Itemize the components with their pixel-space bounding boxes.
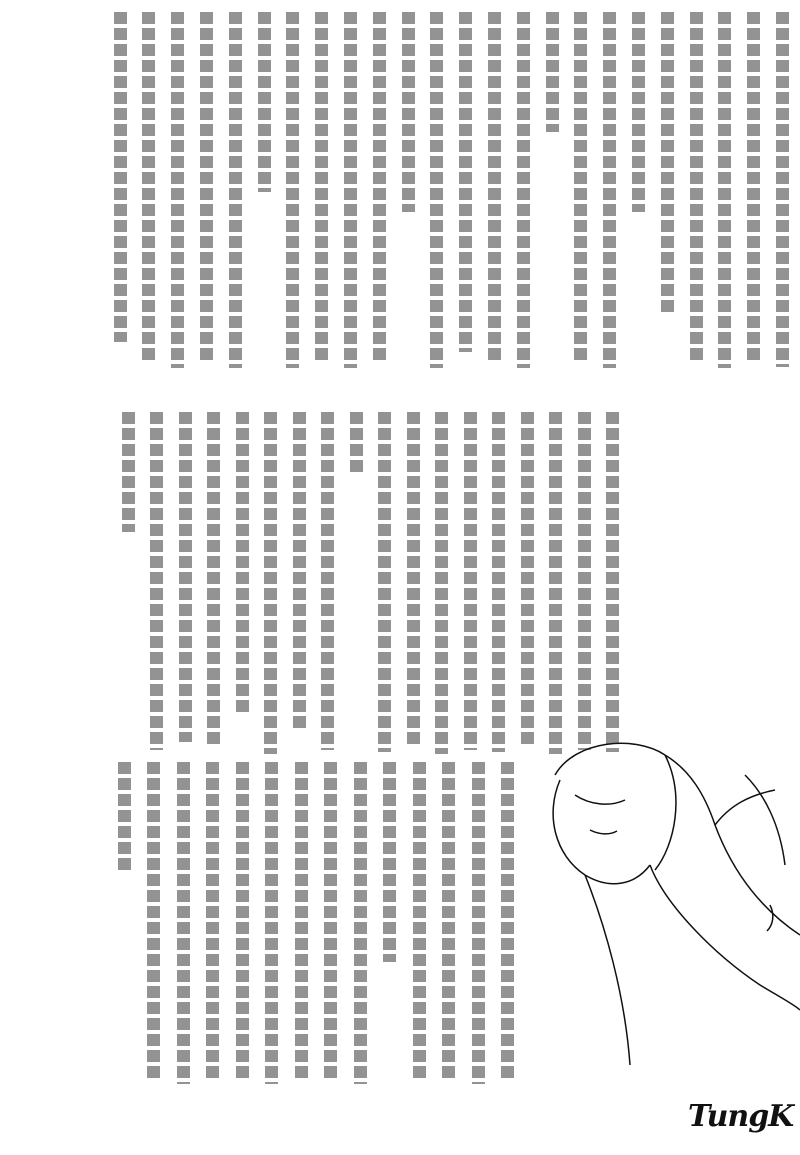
text-column bbox=[118, 762, 131, 872]
text-column bbox=[324, 762, 337, 1080]
text-column bbox=[442, 762, 455, 1080]
text-column bbox=[546, 12, 559, 132]
text-column bbox=[264, 412, 277, 754]
text-column bbox=[435, 412, 448, 754]
text-column bbox=[236, 412, 249, 712]
text-column bbox=[747, 12, 760, 362]
text-column bbox=[776, 12, 789, 367]
logo-lettering: TungK bbox=[688, 1099, 794, 1134]
text-column bbox=[402, 12, 415, 212]
text-column bbox=[150, 412, 163, 750]
text-column bbox=[488, 12, 501, 364]
text-column bbox=[690, 12, 703, 364]
text-column bbox=[501, 762, 514, 1082]
figure-illustration bbox=[515, 735, 800, 1105]
text-column bbox=[229, 12, 242, 368]
text-column bbox=[578, 412, 591, 750]
text-column bbox=[171, 12, 184, 368]
text-column bbox=[574, 12, 587, 362]
text-column bbox=[492, 412, 505, 752]
text-column bbox=[147, 762, 160, 1080]
text-column bbox=[459, 12, 472, 352]
text-column bbox=[295, 762, 308, 1082]
text-column bbox=[114, 12, 127, 342]
text-column bbox=[549, 412, 562, 754]
text-block-middle bbox=[100, 412, 620, 757]
text-column bbox=[207, 412, 220, 748]
text-column bbox=[321, 412, 334, 750]
text-column bbox=[236, 762, 249, 1080]
text-block-top bbox=[95, 12, 790, 372]
text-column bbox=[718, 12, 731, 368]
text-column bbox=[293, 412, 306, 732]
text-column bbox=[606, 412, 619, 752]
text-column bbox=[407, 412, 420, 748]
text-block-bottom bbox=[100, 762, 515, 1090]
text-column bbox=[472, 762, 485, 1084]
text-column bbox=[517, 12, 530, 368]
text-column bbox=[350, 412, 363, 472]
text-column bbox=[206, 762, 219, 1082]
text-column bbox=[383, 762, 396, 962]
text-column bbox=[632, 12, 645, 212]
text-column bbox=[122, 412, 135, 532]
text-column bbox=[373, 12, 386, 364]
text-column bbox=[603, 12, 616, 368]
text-column bbox=[265, 762, 278, 1084]
text-column bbox=[179, 412, 192, 742]
text-column bbox=[521, 412, 534, 748]
text-column bbox=[430, 12, 443, 368]
text-column bbox=[344, 12, 357, 368]
text-column bbox=[315, 12, 328, 362]
text-column bbox=[464, 412, 477, 750]
text-column bbox=[661, 12, 674, 312]
text-column bbox=[286, 12, 299, 368]
text-column bbox=[177, 762, 190, 1084]
text-column bbox=[200, 12, 213, 364]
text-column bbox=[142, 12, 155, 362]
text-column bbox=[354, 762, 367, 1084]
text-column bbox=[378, 412, 391, 752]
signature-logo bbox=[688, 1095, 793, 1147]
text-column bbox=[413, 762, 426, 1082]
text-column bbox=[258, 12, 271, 192]
